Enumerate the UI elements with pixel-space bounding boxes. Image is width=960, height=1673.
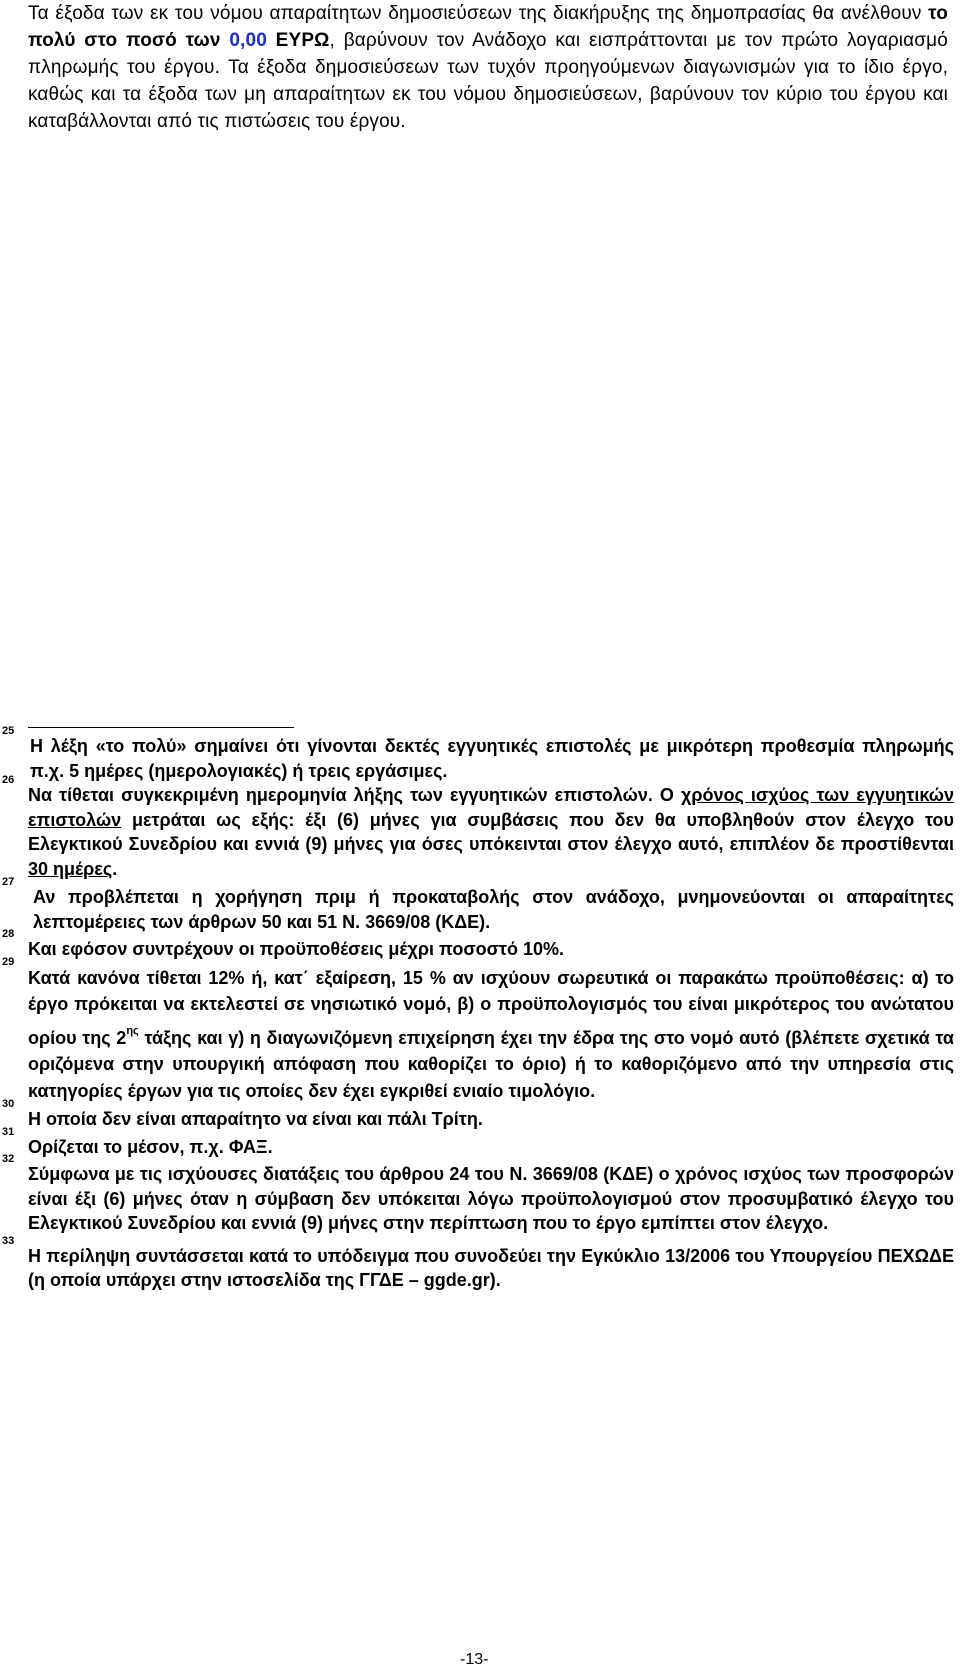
footnote-text: Και εφόσον συντρέχουν οι προϋποθέσεις μέχρι ποσοστό 10%. (28, 939, 564, 959)
footnote-number: 26 (2, 774, 15, 786)
footnote-number: 29 (2, 955, 15, 968)
footnote-separator (28, 727, 294, 728)
footnote-number: 30 (2, 1098, 15, 1110)
intro-text-bold: το πολύ στο ποσό των (28, 3, 948, 51)
document-page (2, 0, 956, 1673)
footnote-number: 28 (2, 928, 15, 940)
footnote-text: Σύμφωνα με τις ισχύουσες διατάξεις του άρθρου 24 του Ν. 3669/08 (ΚΔΕ) ο χρόνος ισχύος των προσφορών είναι έξι (6) μήνες όταν η σύμβαση δεν υπόκειται λόγω προϋπολογισμού στον προσυμβατικό έλεγχο του Ελεγκτικού Συνεδρίου και εννιά (9) μήνες στην περίπτωση που το έργο εμπίπτει στον έλεγχο. (28, 1164, 954, 1233)
footnote-33 (2, 1234, 954, 1293)
footnote-text: Η λέξη «το πολύ» σημαίνει ότι γίνονται δεκτές εγγυητικές επιστολές με μικρότερη προθεσμία πληρωμής π.χ. 5 ημέρες (ημερολογιακές) ή τρεις εργάσιμες. (30, 736, 954, 781)
footnote-text: Η οποία δεν είναι απαραίτητο να είναι και πάλι Τρίτη. (28, 1109, 483, 1129)
footnote-number: 27 (2, 876, 15, 888)
footnote-number: 25 (2, 725, 15, 737)
footnote-26-underlined-days: 30 ημέρες (28, 858, 113, 879)
footnote-text: Αν προβλέπεται η χορήγηση πριμ ή προκαταβολής στον ανάδοχο, μνημονεύονται οι απαραίτητες λεπτομέρειες των άρθρων 50 και 51 Ν. 3669/08 (ΚΔΕ). (33, 887, 954, 932)
footnote-26 (2, 774, 954, 881)
publication-cost-amount: 0,00 (229, 30, 267, 51)
footnote-26-part-c: . (112, 858, 118, 879)
intro-paragraph (28, 0, 948, 135)
footnote-text: Η περίληψη συντάσσεται κατά το υπόδειγμα που συνοδεύει την Εγκύκλιο 13/2006 του Υπουργείου ΠΕΧΩΔΕ (η οποία υπάρχει στην ιστοσελίδα της ΓΓΔΕ – ggde.gr). (28, 1245, 954, 1290)
intro-text-a: Τα έξοδα των εκ του νόμου απαραίτητων δημοσιεύσεων της διακήρυξης της δημοπρασίας θα ανέλθουν (28, 3, 929, 24)
footnote-26-part-a: Να τίθεται συγκεκριμένη ημερομηνία λήξης των εγγυητικών επιστολών. Ο (28, 785, 681, 805)
footnote-32 (2, 1153, 954, 1236)
page-number: -13- (460, 1651, 489, 1668)
intro-currency: ΕΥΡΩ (266, 30, 330, 51)
footnote-number: 33 (2, 1234, 15, 1247)
footnote-29-part-a: Κατά κανόνα τίθεται 12% ή, κατ΄ εξαίρεση, 15 % αν ισχύουν σωρευτικά οι παρακάτω προϋποθέσεις: α) το έργο πρόκειται να εκτελεστεί σε νησιωτικό νομό, β) ο προϋπολογισμός του είναι μικρότερος του ανώτατου ορίου της 2 (28, 967, 954, 1048)
footnotes-section (2, 725, 954, 1293)
footnote-26-underlined-validity: χρόνος ισχύος των εγγυητικών επιστολών (28, 785, 954, 830)
footnote-text (28, 965, 954, 1105)
footnote-text (28, 783, 954, 881)
footnote-26-part-b: μετράται ως εξής: έξι (6) μήνες για συμβάσεις που δεν θα υποβληθούν στον έλεγχο του Ελεγκτικού Συνεδρίου και εννιά (9) μήνες για όσες υπόκεινται στον έλεγχο αυτό, επιπλέον δε προστίθενται (28, 809, 954, 854)
footnote-29-superscript: ης (126, 1024, 139, 1037)
intro-text-c: , βαρύνουν τον Ανάδοχο και εισπράττονται με τον πρώτο λογαριασμό πληρωμής του έργου. Τα έξοδα δημοσιεύσεων των τυχόν προηγούμενων διαγωνισμών για το ίδιο έργο, καθώς και τα έξοδα των μη απαραίτητων εκ του νόμου δημοσιεύσεων, βαρύνουν τον κύριο του έργου και καταβάλλονται από τις πιστώσεις του έργου. (28, 30, 948, 132)
footnote-number: 32 (2, 1153, 15, 1165)
footnote-29-part-b: τάξης και γ) η διαγωνιζόμενη επιχείρηση έχει την έδρα της στο νομό αυτό (βλέπετε σχετικά τα οριζόμενα στην υπουργική απόφαση που καθορίζει το όριο) ή το καθοριζόμενο από την υπηρεσία στις κατηγορίες έργων για τις οποίες δεν έχει εγκριθεί ενιαίο τιμολόγιο. (28, 1027, 954, 1101)
footnote-text: Ορίζεται το μέσον, π.χ. ΦΑΞ. (28, 1136, 273, 1157)
footnote-number: 31 (2, 1125, 15, 1138)
